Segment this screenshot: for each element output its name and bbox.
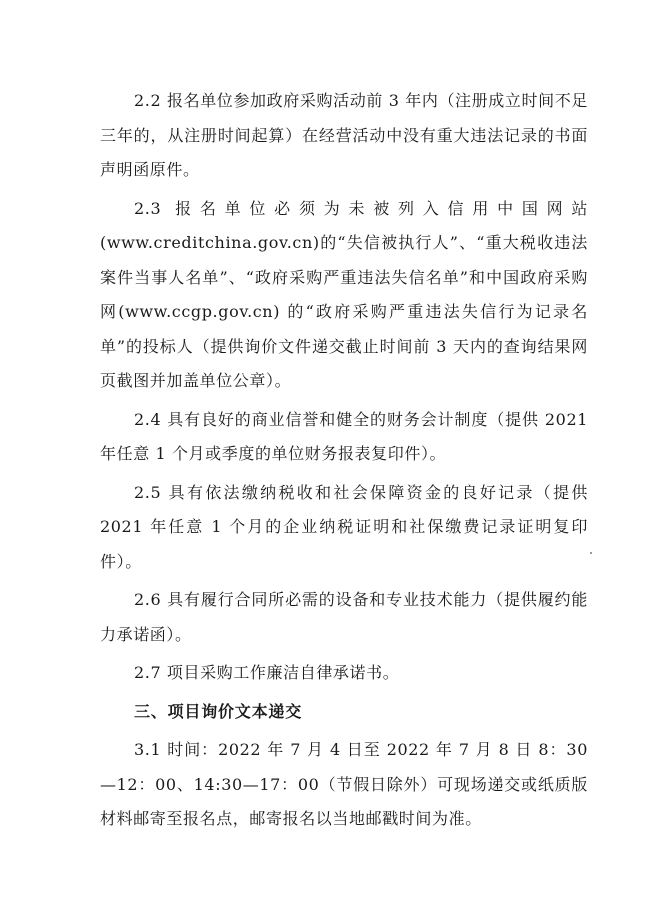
paragraph-2-5: 2.5 具有依法缴纳税收和社会保障资金的良好记录（提供 2021 年任意 1 个月的企业纳税证明和社保缴费记录证明复印件）。 [100, 482, 588, 571]
paragraph-2-3: 2.3 报名单位必须为未被列入信用中国网站(www.creditchina.gov.cn)的“失信被执行人”、“重大税收违法案件当事人名单”、“政府采购严重违法失信名单”和中国政府采购网(www.ccgp.gov.cn) 的“政府采购严重违法失信行为记录名单”的投标人（提供询价文件递交截止时间前 3 天内的查询结果网页截图并加盖单位公章）。 [100, 198, 588, 390]
section-heading-3: 三、项目询价文本递交 [134, 701, 303, 721]
scan-speck [590, 552, 592, 554]
paragraph-2-2: 2.2 报名单位参加政府采购活动前 3 年内（注册成立时间不足三年的，从注册时间起算）在经营活动中没有重大违法记录的书面声明函原件。 [100, 91, 588, 179]
document-body [100, 84, 588, 841]
paragraph-2-6: 2.6 具有履行合同所必需的设备和专业技术能力（提供履约能力承诺函）。 [100, 590, 588, 644]
paragraph-3-1: 3.1 时间：2022 年 7 月 4 日至 2022 年 7 月 8 日 8：30—12：00、14:30—17：00（节假日除外）可现场递交或纸质版材料邮寄至报名点，邮寄报名以当地邮戳时间为准。 [100, 740, 588, 828]
paragraph-2-7: 2.7 项目采购工作廉洁自律承诺书。 [134, 663, 400, 682]
paragraph-2-4: 2.4 具有良好的商业信誉和健全的财务会计制度（提供 2021 年任意 1 个月或季度的单位财务报表复印件）。 [100, 409, 588, 463]
